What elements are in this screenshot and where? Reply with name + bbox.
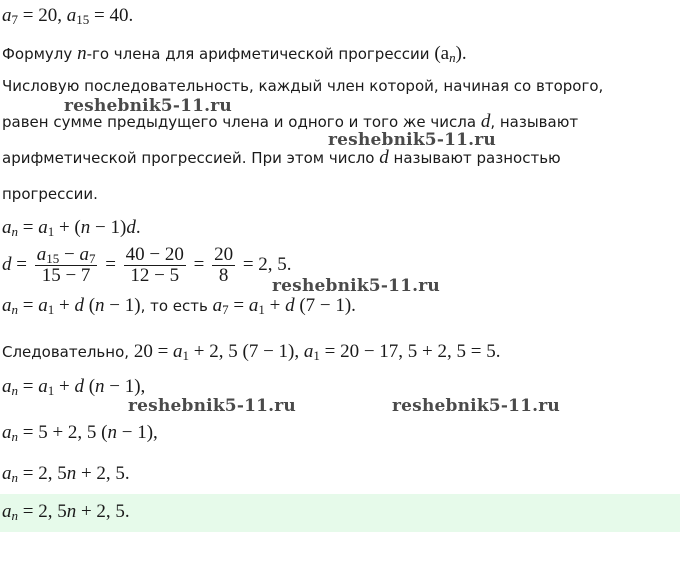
- intro-seq-sub: n: [449, 50, 456, 65]
- intro-prefix: Формулу: [2, 45, 73, 63]
- frac-result: $\frac{20}{8}$: [214, 244, 234, 287]
- formula-a7: $a_n = a_1 + d$ (n − 1), то есть $a_7 = a_1 + d$ (7 − 1).: [2, 295, 356, 317]
- frac-numeric: $\frac{40 - 20}{12 - 5}$: [125, 244, 184, 287]
- watermark-2: reshebnik5-11.ru: [328, 130, 496, 150]
- intro-seq-end: ).: [455, 43, 467, 64]
- intro-seq: (a: [434, 43, 450, 64]
- formula-step-1: $a_n = a_1 + d$ (n − 1),: [2, 376, 146, 398]
- a7-value: 20: [38, 5, 58, 26]
- watermark-1: reshebnik5-11.ru: [64, 96, 232, 116]
- given-line: $a_7 = 20$, $a_{15} = 40$.: [2, 5, 134, 27]
- formula-a1: Следовательно, $20 = a_1 + 2$, 5 (7 − 1), $a_1 = 20 - 17$, 5 + 2, 5 = 5.: [2, 341, 501, 363]
- watermark-4: reshebnik5-11.ru: [128, 396, 296, 416]
- definition-line-3: [2, 148, 561, 168]
- intro-n: n: [77, 43, 87, 64]
- definition-line-1: Числовую последовательность, каждый член которой, начиная со второго,: [2, 77, 604, 95]
- formula-step-2: $a_n = 5 + 2$, 5 (n − 1),: [2, 422, 158, 444]
- definition-line-2a: равен сумме предыдущего члена и одного и того же числа: [2, 113, 477, 131]
- formula-d: d = $\frac{a_{15} - a_7}{15 - 7}$ = $\frac{40 - 20}{12 - 5}$ = $\frac{20}{8}$ = 2, 5.: [2, 244, 292, 287]
- therefore-text: Следовательно,: [2, 343, 130, 361]
- definition-line-2b: , называют: [490, 113, 579, 131]
- watermark-5: reshebnik5-11.ru: [392, 396, 560, 416]
- intro-suffix: -го члена для арифметической прогрессии: [86, 45, 430, 63]
- intro-line: [2, 44, 467, 64]
- definition-line-3b: называют разностью: [393, 149, 561, 167]
- answer-formula: $a_n = 2$, 5n + 2, 5.: [2, 501, 130, 523]
- watermark-3: reshebnik5-11.ru: [272, 276, 440, 296]
- definition-line-4: прогрессии.: [2, 185, 98, 203]
- definition-line-3a: арифметической прогрессией. При этом число: [2, 149, 375, 167]
- definition-d-2: d: [379, 147, 389, 168]
- frac-symbolic: $\frac{a_{15} - a_7}{15 - 7}$: [36, 244, 96, 287]
- formula-general: $a_n = a_1 + (n - 1)d$.: [2, 217, 141, 239]
- a15-value: 40: [109, 5, 129, 26]
- that-is-text: , то есть: [140, 297, 208, 315]
- definition-d: d: [480, 111, 491, 132]
- formula-step-3: $a_n = 2$, 5n + 2, 5.: [2, 463, 130, 485]
